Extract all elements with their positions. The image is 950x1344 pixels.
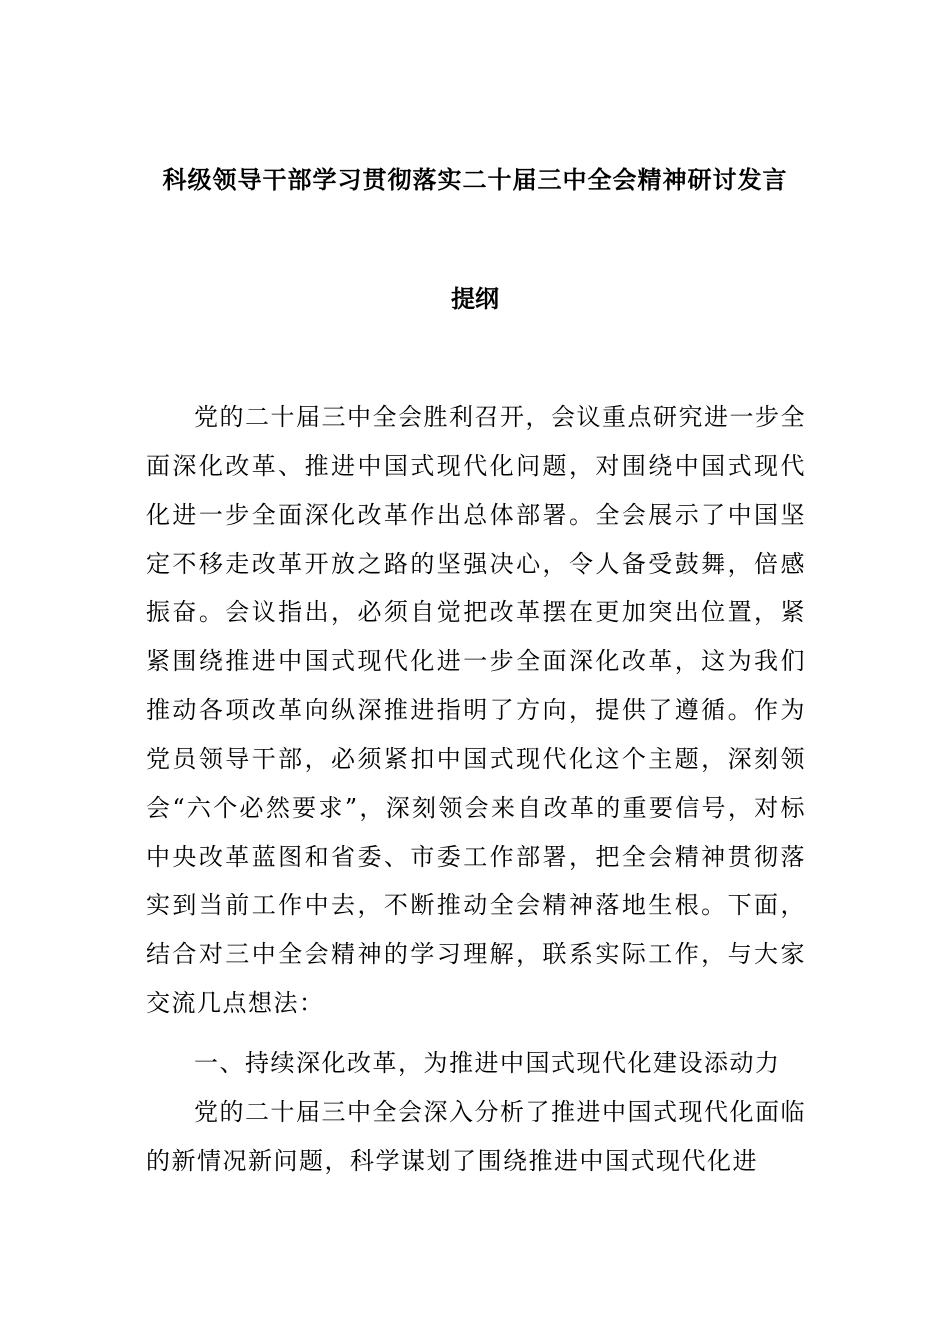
document-title: 科级领导干部学习贯彻落实二十届三中全会精神研讨发言 xyxy=(162,165,788,194)
paragraph-introduction: 党的二十届三中全会胜利召开，会议重点研究进一步全面深化改革、推进中国式现代化问题，对围绕中国式现代化进一步全面深化改革作出总体部署。全会展示了中国坚定不移走改革开放之路的坚强决心，令人备受鼓舞，倍感振奋。会议指出，必须自觉把改革摆在更加突出位置，紧紧围绕推进中国式现代化进一步全面深化改革，这为我们推动各项改革向纵深推进指明了方向，提供了遵循。作为党员领导干部，必须紧扣中国式现代化这个主题，深刻领会“六个必然要求”，深刻领会来自改革的重要信号，对标中央改革蓝图和省委、市委工作部署，把全会精神贯彻落实到当前工作中去，不断推动全会精神落地生根。下面，结合对三中全会精神的学习理解，联系实际工作，与大家交流几点想法： xyxy=(146,403,806,1018)
document-title-continued: 提纲 xyxy=(451,284,499,313)
paragraph-section-1: 党的二十届三中全会深入分析了推进中国式现代化面临的新情况新问题，科学谋划了围绕推进中国式现代化进 xyxy=(146,1098,806,1175)
section-heading-1: 一、持续深化改革，为推进中国式现代化建设添动力 xyxy=(194,1049,781,1077)
